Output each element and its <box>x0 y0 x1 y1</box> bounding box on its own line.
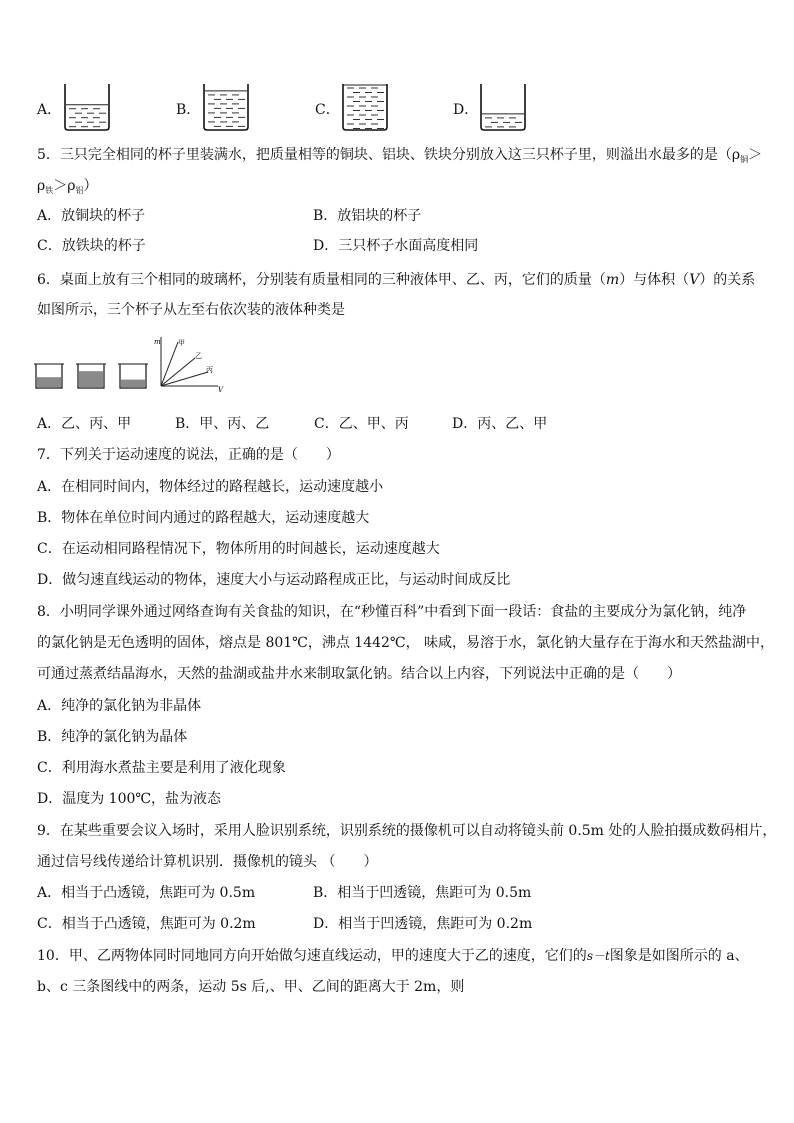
q6-option-d[interactable]: D．丙、乙、甲 <box>452 416 548 432</box>
q4-option-label: A． <box>37 102 62 118</box>
q6-stem-a: 6．桌面上放有三个相同的玻璃杯，分别装有质量相同的三种液体甲、乙、丙，它们的质量（ <box>37 272 606 288</box>
beaker-outline <box>481 84 525 130</box>
q9-option-a[interactable]: A．相当于凸透镜，焦距可为 0.5m <box>37 885 256 901</box>
q6-stem-c: ）的关系 <box>699 272 756 288</box>
q8-stem-line1: 8．小明同学课外通过网络查询有关食盐的知识，在“秒懂百科”中看到下面一段话：食盐的主要成分为氯化钠，纯净 <box>37 604 747 620</box>
q6-graph-y-label: m <box>154 338 161 346</box>
q8-option-c[interactable]: C．利用海水煮盐主要是利用了液化现象 <box>37 760 286 776</box>
q9-stem-line2: 通过信号线传递给计算机识别．摄像机的镜头 （ ） <box>37 854 378 870</box>
q10-stem-line2: b、c 三条图线中的两条，运动 5s 后,、甲、乙间的距离大于 2m，则 <box>37 979 465 995</box>
q8-stem-line2: 的氯化钠是无色透明的固体，熔点是 801℃，沸点 1442℃， 味咸，易溶于水，氯化钠大量存在于海水和天然盐湖中， <box>37 635 775 651</box>
q10-stem-b: 图象是如图所示的 a、 <box>609 948 749 964</box>
beaker-icon <box>478 82 528 132</box>
q6-option-b[interactable]: B．甲、丙、乙 <box>175 416 270 432</box>
q6-stem-line2-text: 如图所示，三个杯子从左至右依次装的液体种类是 <box>37 302 345 318</box>
q7-option-d[interactable]: D．做匀速直线运动的物体，速度大小与运动路程成正比，与运动时间成反比 <box>37 572 511 588</box>
q6-graph-yi-label: 乙 <box>195 352 202 360</box>
q10-stem-a: 10．甲、乙两物体同时同地同方向开始做匀速直线运动，甲的速度大于乙的速度，它们的 <box>37 948 587 964</box>
cup-liquid <box>37 377 61 387</box>
q8-option-a[interactable]: A．纯净的氯化钠为非晶体 <box>37 698 202 714</box>
q5-option-a[interactable]: A．放铜块的杯子 <box>37 208 146 224</box>
q7-stem: 7．下列关于运动速度的说法，正确的是（ ） <box>37 447 340 463</box>
q6-graph-jia-label: 甲 <box>178 339 185 347</box>
q5-stem-text: 5．三只完全相同的杯子里装满水，把质量相等的铜块、铝块、铁块分别放入这三只杯子里，则溢出水最多的是（ρ <box>37 147 741 163</box>
q9-option-c[interactable]: C．相当于凸透镜，焦距可为 0.2m <box>37 916 256 932</box>
q5-sub-fe: 铁 <box>45 186 54 195</box>
q5-gt-1: ＞ <box>748 147 763 163</box>
q6-graph-x-label: V <box>218 386 224 394</box>
q5-stem-line1 <box>37 145 762 170</box>
q6-v-symbol: V <box>689 272 700 288</box>
q6-m-symbol: m <box>605 272 620 288</box>
q8-option-d[interactable]: D．温度为 100℃，盐为液态 <box>37 791 222 807</box>
q5-rho-3: ρ <box>67 178 76 194</box>
q6-stem-line1 <box>37 270 755 290</box>
q4-option-label: D． <box>453 102 479 118</box>
q5-option-d[interactable]: D．三只杯子水面高度相同 <box>313 238 479 254</box>
q7-option-b[interactable]: B．物体在单位时间内通过的路程越大，运动速度越大 <box>37 510 370 526</box>
q6-graph-bing-label: 丙 <box>206 366 213 374</box>
q10-st-symbol: s－t <box>586 949 610 963</box>
q5-close: ） <box>83 178 98 194</box>
q6-stem-line2 <box>37 300 345 320</box>
q5-rho-2: ρ <box>37 178 46 194</box>
beaker-icon <box>340 82 390 132</box>
q9-stem-line1: 9．在某些重要会议入场时，采用人脸识别系统，识别系统的摄像机可以自动将镜头前 0.5m 处的人脸拍摄成数码相片， <box>37 823 777 839</box>
q6-cups <box>34 364 148 388</box>
q9-option-b[interactable]: B．相当于凹透镜，焦距可为 0.5m <box>313 885 532 901</box>
beaker-outline <box>65 84 109 130</box>
q4-option-label: B． <box>176 102 201 118</box>
q6-line-bing <box>161 372 208 386</box>
beaker-icon <box>62 82 112 132</box>
q6-figure <box>30 334 230 394</box>
q5-stem-line2 <box>37 176 97 201</box>
q8-stem-line3: 可通过蒸煮结晶海水，天然的盐湖或盐井水来制取氯化钠。结合以上内容，下列说法中正确的是（ ） <box>37 666 681 682</box>
q10-stem-line1 <box>37 946 749 966</box>
q4-option-label: C． <box>315 102 340 118</box>
q5-gt-2: ＞ <box>53 178 68 194</box>
q6-option-a[interactable]: A．乙、丙、甲 <box>37 416 132 432</box>
q5-sub-cu: 铜 <box>740 155 749 164</box>
cup-liquid <box>121 380 145 387</box>
q7-option-a[interactable]: A．在相同时间内，物体经过的路程越长，运动速度越小 <box>37 479 384 495</box>
q5-option-c[interactable]: C．放铁块的杯子 <box>37 238 146 254</box>
q6-stem-b: ）与体积（ <box>619 272 690 288</box>
q5-sub-al: 铝 <box>75 186 84 195</box>
q6-option-c[interactable]: C．乙、甲、丙 <box>314 416 409 432</box>
beaker-icon <box>201 82 251 132</box>
q5-option-b[interactable]: B．放铝块的杯子 <box>313 208 422 224</box>
q7-option-c[interactable]: C．在运动相同路程情况下，物体所用的时间越长，运动速度越大 <box>37 541 440 557</box>
q6-mv-graph <box>154 337 224 394</box>
q8-option-b[interactable]: B．纯净的氯化钠为晶体 <box>37 729 188 745</box>
q9-option-d[interactable]: D．相当于凹透镜，焦距可为 0.2m <box>313 916 533 932</box>
cup-liquid <box>79 371 103 387</box>
beaker-outline <box>343 84 387 130</box>
